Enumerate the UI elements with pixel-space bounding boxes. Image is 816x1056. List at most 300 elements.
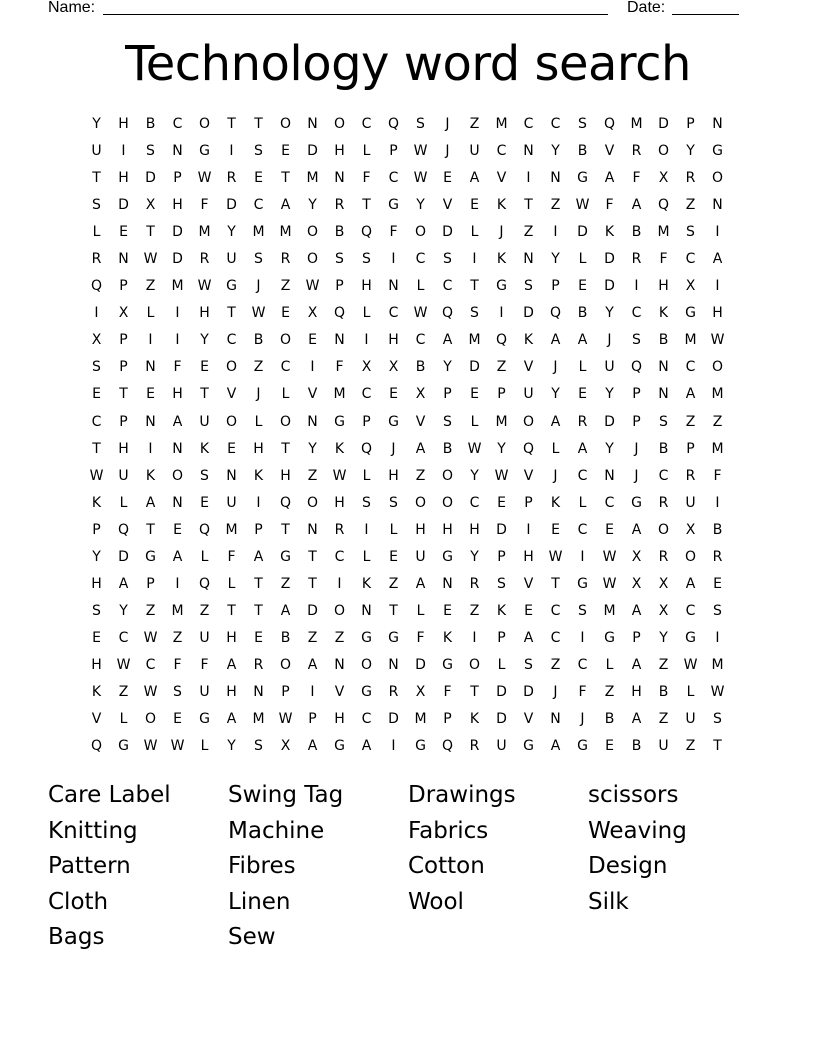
grid-letter: C <box>685 251 696 268</box>
grid-letter: M <box>171 278 184 295</box>
grid-letter: A <box>577 332 588 349</box>
grid-letter: J <box>499 224 504 241</box>
grid-letter: L <box>470 224 479 241</box>
grid-letter: J <box>634 440 639 457</box>
grid-letter: L <box>362 467 371 484</box>
grid-letter: F <box>443 683 452 700</box>
grid-letter: S <box>173 683 182 700</box>
grid-letter: C <box>550 629 561 646</box>
grid-letter: Z <box>685 197 696 214</box>
grid-letter: P <box>632 386 641 403</box>
grid-letter: U <box>91 143 102 160</box>
grid-letter: C <box>577 467 588 484</box>
grid-letter: X <box>685 521 696 538</box>
grid-letter: S <box>92 197 101 214</box>
grid-letter: D <box>658 116 669 132</box>
grid-letter: N <box>172 494 183 511</box>
grid-letter: S <box>92 359 101 376</box>
grid-letter: G <box>523 738 534 755</box>
grid-letter: M <box>333 386 346 403</box>
word-list-item: Knitting <box>48 817 138 844</box>
grid-letter: S <box>200 467 209 484</box>
grid-letter: O <box>414 494 427 511</box>
grid-letter: G <box>280 548 291 565</box>
grid-letter: M <box>252 224 265 241</box>
grid-letter: C <box>145 656 156 673</box>
grid-letter: L <box>281 386 290 403</box>
grid-letter: O <box>279 656 292 673</box>
grid-letter: S <box>713 711 722 728</box>
grid-letter: N <box>550 711 561 728</box>
grid-letter: X <box>658 170 669 187</box>
grid-letter: E <box>281 305 290 322</box>
grid-letter: A <box>172 413 183 430</box>
grid-letter: U <box>604 359 615 376</box>
grid-letter: G <box>685 305 696 322</box>
grid-letter: Z <box>469 116 480 132</box>
grid-letter: G <box>577 738 588 755</box>
grid-letter: D <box>577 224 588 241</box>
grid-letter: Q <box>495 332 508 349</box>
grid-letter: Z <box>658 711 669 728</box>
grid-letter: S <box>362 251 371 268</box>
grid-letter: V <box>226 386 237 403</box>
grid-letter: W <box>413 143 428 160</box>
grid-letter: E <box>200 359 209 376</box>
grid-letter: S <box>146 143 155 160</box>
grid-letter: I <box>499 305 504 322</box>
grid-letter: U <box>523 386 534 403</box>
grid-letter: K <box>658 305 669 322</box>
grid-letter: O <box>522 413 535 430</box>
grid-letter: D <box>118 548 129 565</box>
grid-letter: C <box>577 656 588 673</box>
grid-letter: E <box>524 602 533 619</box>
grid-letter: W <box>575 197 590 214</box>
grid-letter: O <box>684 548 697 565</box>
grid-letter: O <box>657 521 670 538</box>
grid-letter: P <box>335 278 344 295</box>
grid-letter: T <box>119 386 128 403</box>
grid-letter: Q <box>198 575 211 592</box>
grid-letter: E <box>119 224 128 241</box>
grid-letter: U <box>226 251 237 268</box>
grid-letter: N <box>604 467 615 484</box>
grid-letter: G <box>631 494 642 511</box>
grid-letter: K <box>253 467 264 484</box>
grid-letter: Q <box>549 305 562 322</box>
grid-letter: Z <box>388 575 399 592</box>
grid-letter: F <box>200 656 209 673</box>
grid-letter: U <box>469 143 480 160</box>
grid-letter: D <box>415 656 426 673</box>
grid-letter: T <box>254 116 263 132</box>
grid-letter: E <box>470 197 479 214</box>
grid-letter: P <box>443 386 452 403</box>
grid-letter: R <box>91 251 102 268</box>
grid-letter: H <box>712 305 723 322</box>
grid-letter: V <box>415 413 426 430</box>
grid-letter: E <box>308 332 317 349</box>
grid-letter: G <box>388 629 399 646</box>
grid-letter: D <box>604 251 615 268</box>
grid-letter: A <box>631 656 642 673</box>
grid-letter: N <box>712 116 723 132</box>
grid-letter: N <box>658 386 669 403</box>
grid-letter: G <box>442 656 453 673</box>
grid-letter: C <box>361 711 372 728</box>
grid-letter: T <box>362 197 371 214</box>
grid-letter: V <box>307 386 318 403</box>
grid-letter: H <box>388 332 399 349</box>
grid-letter: G <box>145 548 156 565</box>
grid-letter: Z <box>415 467 426 484</box>
grid-letter: T <box>470 278 479 295</box>
grid-letter: M <box>252 711 265 728</box>
grid-letter: A <box>442 332 453 349</box>
grid-letter: B <box>604 711 615 728</box>
grid-letter: K <box>199 440 210 457</box>
grid-letter: Q <box>387 116 400 132</box>
grid-letter: O <box>225 413 238 430</box>
grid-letter: A <box>307 738 318 755</box>
grid-letter: B <box>415 359 426 376</box>
grid-letter: E <box>92 386 101 403</box>
grid-letter: W <box>197 170 212 187</box>
grid-letter: S <box>416 116 425 132</box>
grid-letter: U <box>118 467 129 484</box>
grid-letter: I <box>148 332 153 349</box>
grid-letter: I <box>175 575 180 592</box>
grid-letter: K <box>523 332 534 349</box>
grid-letter: A <box>577 440 588 457</box>
grid-letter: H <box>199 305 210 322</box>
name-label: Name: <box>48 0 96 16</box>
grid-letter: L <box>119 494 128 511</box>
grid-letter: Z <box>469 602 480 619</box>
grid-letter: W <box>494 467 509 484</box>
grid-letter: I <box>94 305 99 322</box>
grid-letter: W <box>548 548 563 565</box>
grid-letter: X <box>361 359 372 376</box>
grid-letter: Q <box>657 197 670 214</box>
grid-letter: H <box>415 521 426 538</box>
grid-letter: N <box>145 359 156 376</box>
grid-letter: W <box>116 656 131 673</box>
grid-letter: O <box>441 494 454 511</box>
grid-letter: D <box>496 521 507 538</box>
grid-letter: G <box>334 413 345 430</box>
grid-letter: B <box>631 224 642 241</box>
grid-letter: R <box>469 575 480 592</box>
grid-letter: E <box>254 629 263 646</box>
grid-letter: S <box>659 413 668 430</box>
grid-letter: E <box>281 143 290 160</box>
grid-letter: L <box>227 575 236 592</box>
grid-letter: H <box>658 278 669 295</box>
grid-letter: E <box>173 711 182 728</box>
grid-letter: N <box>334 332 345 349</box>
worksheet-header <box>48 0 748 20</box>
grid-letter: Y <box>227 738 236 755</box>
grid-letter: L <box>416 602 425 619</box>
grid-letter: B <box>334 224 345 241</box>
grid-letter: B <box>577 143 588 160</box>
grid-letter: W <box>278 711 293 728</box>
grid-letter: W <box>710 683 725 700</box>
word-list-item: Swing Tag <box>228 782 344 808</box>
grid-letter: P <box>254 521 263 538</box>
grid-letter: C <box>685 602 696 619</box>
grid-letter: B <box>280 629 291 646</box>
grid-letter: G <box>604 629 615 646</box>
grid-letter: T <box>308 575 317 592</box>
grid-letter: A <box>685 386 696 403</box>
word-list-item: Cloth <box>48 888 109 915</box>
grid-letter: O <box>171 467 184 484</box>
grid-letter: A <box>550 332 561 349</box>
grid-letter: A <box>523 629 534 646</box>
grid-letter: N <box>253 683 264 700</box>
grid-letter: F <box>362 170 371 187</box>
grid-letter: Y <box>659 629 668 646</box>
grid-letter: L <box>362 143 371 160</box>
grid-letter: W <box>467 440 482 457</box>
grid-letter: W <box>602 575 617 592</box>
grid-letter: H <box>91 656 102 673</box>
grid-letter: G <box>199 143 210 160</box>
grid-letter: N <box>658 359 669 376</box>
grid-letter: Y <box>92 548 101 565</box>
grid-letter: N <box>523 143 534 160</box>
grid-letter: R <box>469 738 480 755</box>
grid-letter: I <box>364 521 369 538</box>
word-list-item: Drawings <box>408 782 516 808</box>
grid-letter: T <box>254 575 263 592</box>
grid-letter: O <box>711 170 724 187</box>
word-list-item: Care Label <box>48 782 171 808</box>
grid-letter: D <box>496 711 507 728</box>
grid-letter: A <box>550 738 561 755</box>
grid-letter: F <box>416 629 425 646</box>
grid-letter: J <box>580 711 585 728</box>
grid-letter: D <box>172 251 183 268</box>
grid-letter: K <box>145 467 156 484</box>
word-list-item: Linen <box>228 888 291 915</box>
grid-letter: M <box>198 224 211 241</box>
grid-letter: B <box>442 440 453 457</box>
grid-letter: W <box>89 467 104 484</box>
grid-letter: P <box>551 278 560 295</box>
grid-letter: Z <box>280 575 291 592</box>
grid-letter: P <box>119 413 128 430</box>
grid-letter: B <box>658 440 669 457</box>
grid-letter: M <box>279 224 292 241</box>
grid-letter: V <box>523 575 534 592</box>
grid-letter: X <box>658 602 669 619</box>
grid-letter: Z <box>280 278 291 295</box>
grid-letter: S <box>713 602 722 619</box>
grid-letter: K <box>496 602 507 619</box>
grid-letter: G <box>334 738 345 755</box>
grid-letter: N <box>388 278 399 295</box>
grid-letter: Q <box>630 359 643 376</box>
grid-letter: X <box>145 197 156 214</box>
grid-letter: T <box>146 224 155 241</box>
grid-letter: S <box>92 602 101 619</box>
grid-letter: Y <box>605 440 614 457</box>
grid-letter: F <box>605 197 614 214</box>
grid-letter: S <box>578 116 587 132</box>
grid-letter: Z <box>685 738 696 755</box>
grid-letter: P <box>389 143 398 160</box>
grid-letter: E <box>146 386 155 403</box>
grid-letter: T <box>227 305 236 322</box>
grid-letter: R <box>712 548 723 565</box>
grid-letter: R <box>685 170 696 187</box>
grid-letter: X <box>658 575 669 592</box>
grid-letter: M <box>171 602 184 619</box>
grid-letter: S <box>254 143 263 160</box>
grid-letter: G <box>577 575 588 592</box>
grid-letter: J <box>256 386 261 403</box>
grid-letter: R <box>199 251 210 268</box>
grid-letter: F <box>173 359 182 376</box>
grid-letter: B <box>631 738 642 755</box>
grid-letter: G <box>577 170 588 187</box>
grid-letter: P <box>632 413 641 430</box>
grid-letter: A <box>226 656 237 673</box>
grid-letter: O <box>468 656 481 673</box>
grid-letter: J <box>445 143 450 160</box>
grid-letter: O <box>306 494 319 511</box>
grid-letter: T <box>200 386 209 403</box>
word-list-item: Cotton <box>408 853 485 880</box>
grid-letter: M <box>225 521 238 538</box>
word-list-item: Fibres <box>228 853 296 880</box>
grid-letter: Q <box>603 116 616 132</box>
grid-letter: I <box>121 143 126 160</box>
grid-letter: I <box>229 143 234 160</box>
grid-letter: K <box>91 683 102 700</box>
grid-letter: Y <box>416 197 425 214</box>
grid-letter: U <box>685 711 696 728</box>
grid-letter: Z <box>658 656 669 673</box>
word-list-item: Wool <box>408 888 464 915</box>
grid-letter: P <box>686 440 695 457</box>
grid-letter: C <box>550 116 561 132</box>
grid-letter: Q <box>117 521 130 538</box>
grid-letter: S <box>524 656 533 673</box>
grid-letter: A <box>604 170 615 187</box>
grid-letter: S <box>362 494 371 511</box>
grid-letter: K <box>442 629 453 646</box>
grid-letter: E <box>551 521 560 538</box>
word-list-item: Sew <box>228 924 276 951</box>
grid-letter: N <box>712 197 723 214</box>
grid-letter: C <box>118 629 129 646</box>
grid-letter: H <box>118 116 129 132</box>
grid-letter: W <box>143 738 158 755</box>
word-list-item: Weaving <box>588 817 687 844</box>
grid-letter: R <box>631 143 642 160</box>
grid-letter: H <box>226 683 237 700</box>
grid-letter: P <box>119 278 128 295</box>
grid-letter: A <box>685 575 696 592</box>
grid-letter: C <box>415 251 426 268</box>
grid-letter: Y <box>470 548 479 565</box>
grid-letter: I <box>391 738 396 755</box>
grid-letter: J <box>553 359 558 376</box>
grid-letter: N <box>334 656 345 673</box>
grid-letter: D <box>496 683 507 700</box>
grid-letter: H <box>334 143 345 160</box>
grid-letter: B <box>253 332 264 349</box>
grid-letter: Z <box>307 629 318 646</box>
grid-letter: T <box>254 602 263 619</box>
grid-letter: J <box>391 440 396 457</box>
grid-letter: G <box>415 738 426 755</box>
grid-letter: M <box>414 711 427 728</box>
grid-letter: Y <box>92 116 101 132</box>
grid-letter: O <box>657 143 670 160</box>
grid-letter: M <box>711 656 724 673</box>
grid-letter: P <box>173 170 182 187</box>
grid-letter: W <box>170 738 185 755</box>
grid-letter: G <box>388 413 399 430</box>
grid-letter: F <box>173 656 182 673</box>
grid-letter: I <box>715 629 720 646</box>
grid-letter: W <box>143 629 158 646</box>
grid-letter: X <box>388 359 399 376</box>
grid-letter: J <box>445 116 450 132</box>
grid-letter: C <box>388 170 399 187</box>
grid-letter: C <box>415 332 426 349</box>
grid-letter: C <box>442 278 453 295</box>
grid-letter: M <box>495 116 508 132</box>
grid-letter: A <box>118 575 129 592</box>
word-list-item: Machine <box>228 817 325 844</box>
grid-letter: P <box>146 575 155 592</box>
grid-letter: R <box>388 683 399 700</box>
grid-letter: P <box>524 494 533 511</box>
grid-letter: E <box>200 494 209 511</box>
grid-letter: O <box>711 359 724 376</box>
grid-letter: J <box>553 683 558 700</box>
grid-letter: J <box>607 332 612 349</box>
grid-letter: H <box>361 278 372 295</box>
grid-letter: B <box>712 521 723 538</box>
grid-letter: T <box>281 521 290 538</box>
grid-letter: X <box>280 738 291 755</box>
grid-letter: E <box>443 602 452 619</box>
grid-letter: D <box>523 683 534 700</box>
grid-letter: C <box>469 494 480 511</box>
grid-letter: R <box>658 494 669 511</box>
grid-letter: D <box>226 197 237 214</box>
grid-letter: L <box>362 305 371 322</box>
grid-letter: E <box>470 386 479 403</box>
grid-letter: N <box>172 440 183 457</box>
grid-letter: P <box>281 683 290 700</box>
grid-letter: L <box>389 521 398 538</box>
grid-letter: C <box>334 548 345 565</box>
grid-letter: L <box>578 251 587 268</box>
grid-letter: C <box>361 116 372 132</box>
grid-letter: W <box>710 332 725 349</box>
grid-letter: Z <box>253 359 264 376</box>
grid-letter: A <box>550 413 561 430</box>
